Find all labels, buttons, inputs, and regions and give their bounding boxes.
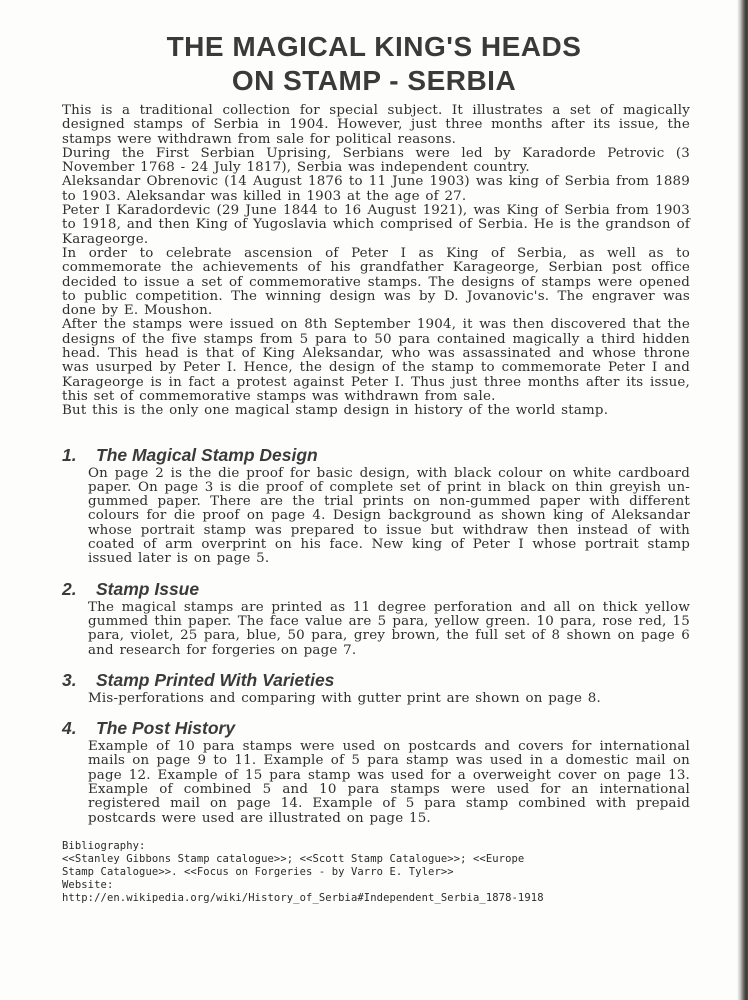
intro-paragraph: Peter I Karadordevic (29 June 1844 to 16 August 1921), was King of Serbia from 1903 to 1918, and then King of Yugoslavia which comprised of Serbia. He is the grandson of Karageorge. (62, 203, 690, 247)
section-body: The magical stamps are printed as 11 degree perforation and all on thick yellow gummed thin paper. The face value are 5 para, yellow green. 10 para, rose red, 15 para, violet, 25 para, blue, 50 para, grey brown, the full set of 8 shown on page 6 and research for forgeries on page 7. (88, 599, 690, 658)
section-body: Mis-perforations and comparing with gutter print are shown on page 8. (88, 690, 601, 706)
section-body: On page 2 is the die proof for basic design, with black colour on white cardboard paper. On page 3 is die proof of complete set of print in black on thin greyish un-gummed paper. There are the trial prints on non-gummed paper with different colours for die proof on page 4. Design background as shown king of Aleksandar whose portrait stamp was prepared to issue but withdraw then instead of with coated of arm overprint on his face. New king of Peter I whose portrait stamp issued later is on page 5. (88, 465, 690, 567)
bibliography (62, 840, 690, 905)
website-label: Website: (62, 878, 114, 891)
intro-paragraph: This is a traditional collection for special subject. It illustrates a set of magically designed stamps of Serbia in 1904. However, just three months after its issue, the stamps were withdrawn from sale for political reasons. (62, 103, 690, 147)
section-title: The Post History (96, 718, 236, 739)
section-number: 4. (62, 718, 77, 739)
section-list (62, 445, 690, 826)
section-number: 2. (62, 578, 77, 599)
intro-paragraph: During the First Serbian Uprising, Serbians were led by Karadorde Petrovic (3 November 1768 - 24 July 1817), Serbia was independent country. (62, 145, 690, 176)
section-number: 1. (62, 444, 77, 465)
section-post-history (62, 718, 690, 826)
bibliography-label: Bibliography: (62, 839, 146, 852)
scan-edge-shadow (737, 0, 748, 1000)
bibliography-line: Stamp Catalogue>>. <<Focus on Forgeries - by Varro E. Tyler>> (62, 865, 454, 878)
page-title-line2: ON STAMP - SERBIA (231, 65, 517, 96)
bibliography-line: <<Stanley Gibbons Stamp catalogue>>; <<Scott Stamp Catalogue>>; <<Europe (62, 852, 525, 865)
intro-paragraph: After the stamps were issued on 8th September 1904, it was then discovered that the designs of the five stamps from 5 para to 50 para contained magically a third hidden head. This head is that of King Aleksandar, who was assassinated and whose throne was usurped by Peter I. Hence, the design of the stamp to commemorate Peter I and Karageorge is in fact a protest against Peter I. Thus just three months after its issue, this set of commemorative stamps was withdrawn from sale. (62, 317, 690, 404)
page-title-line1: THE MAGICAL KING'S HEADS (166, 31, 582, 62)
intro-paragraph: But this is the only one magical stamp design in history of the world stamp. (62, 403, 609, 419)
section-body: Example of 10 para stamps were used on postcards and covers for international mails on page 9 to 11. Example of 5 para stamp was used in a domestic mail on page 12. Example of 15 para stamp was used for a overweight cover on page 13. Example of combined 5 and 10 para stamps were used for an international registered mail on page 14. Example of 5 para stamp combined with prepaid postcards were used are illustrated on page 15. (88, 739, 690, 826)
section-heading (62, 718, 690, 738)
section-magical-stamp-design (62, 445, 690, 567)
website-url: http://en.wikipedia.org/wiki/History_of_Serbia#Independent_Serbia_1878-1918 (62, 891, 544, 904)
intro-paragraph: Aleksandar Obrenovic (14 August 1876 to 11 June 1903) was king of Serbia from 1889 to 1903. Aleksandar was killed in 1903 at the age of 27. (62, 174, 690, 204)
page-title (0, 30, 748, 98)
section-stamp-issue (62, 579, 690, 658)
intro-paragraph: In order to celebrate ascension of Peter I as King of Serbia, as well as to commemorate the achievements of his grandfather Karageorge, Serbian post office decided to issue a set of commemorative stamps. The designs of stamps were opened to public competition. The winning design was by D. Jovanovic's. The engraver was done by E. Moushon. (62, 245, 690, 319)
introduction-text (62, 104, 690, 419)
section-title: The Magical Stamp Design (96, 444, 318, 465)
section-heading (62, 670, 690, 690)
section-title: Stamp Issue (96, 578, 200, 599)
section-heading (62, 579, 690, 599)
section-number: 3. (62, 669, 77, 690)
section-stamp-varieties (62, 670, 690, 706)
page-content (62, 104, 690, 905)
section-heading (62, 445, 690, 465)
section-title: Stamp Printed With Varieties (96, 669, 335, 690)
